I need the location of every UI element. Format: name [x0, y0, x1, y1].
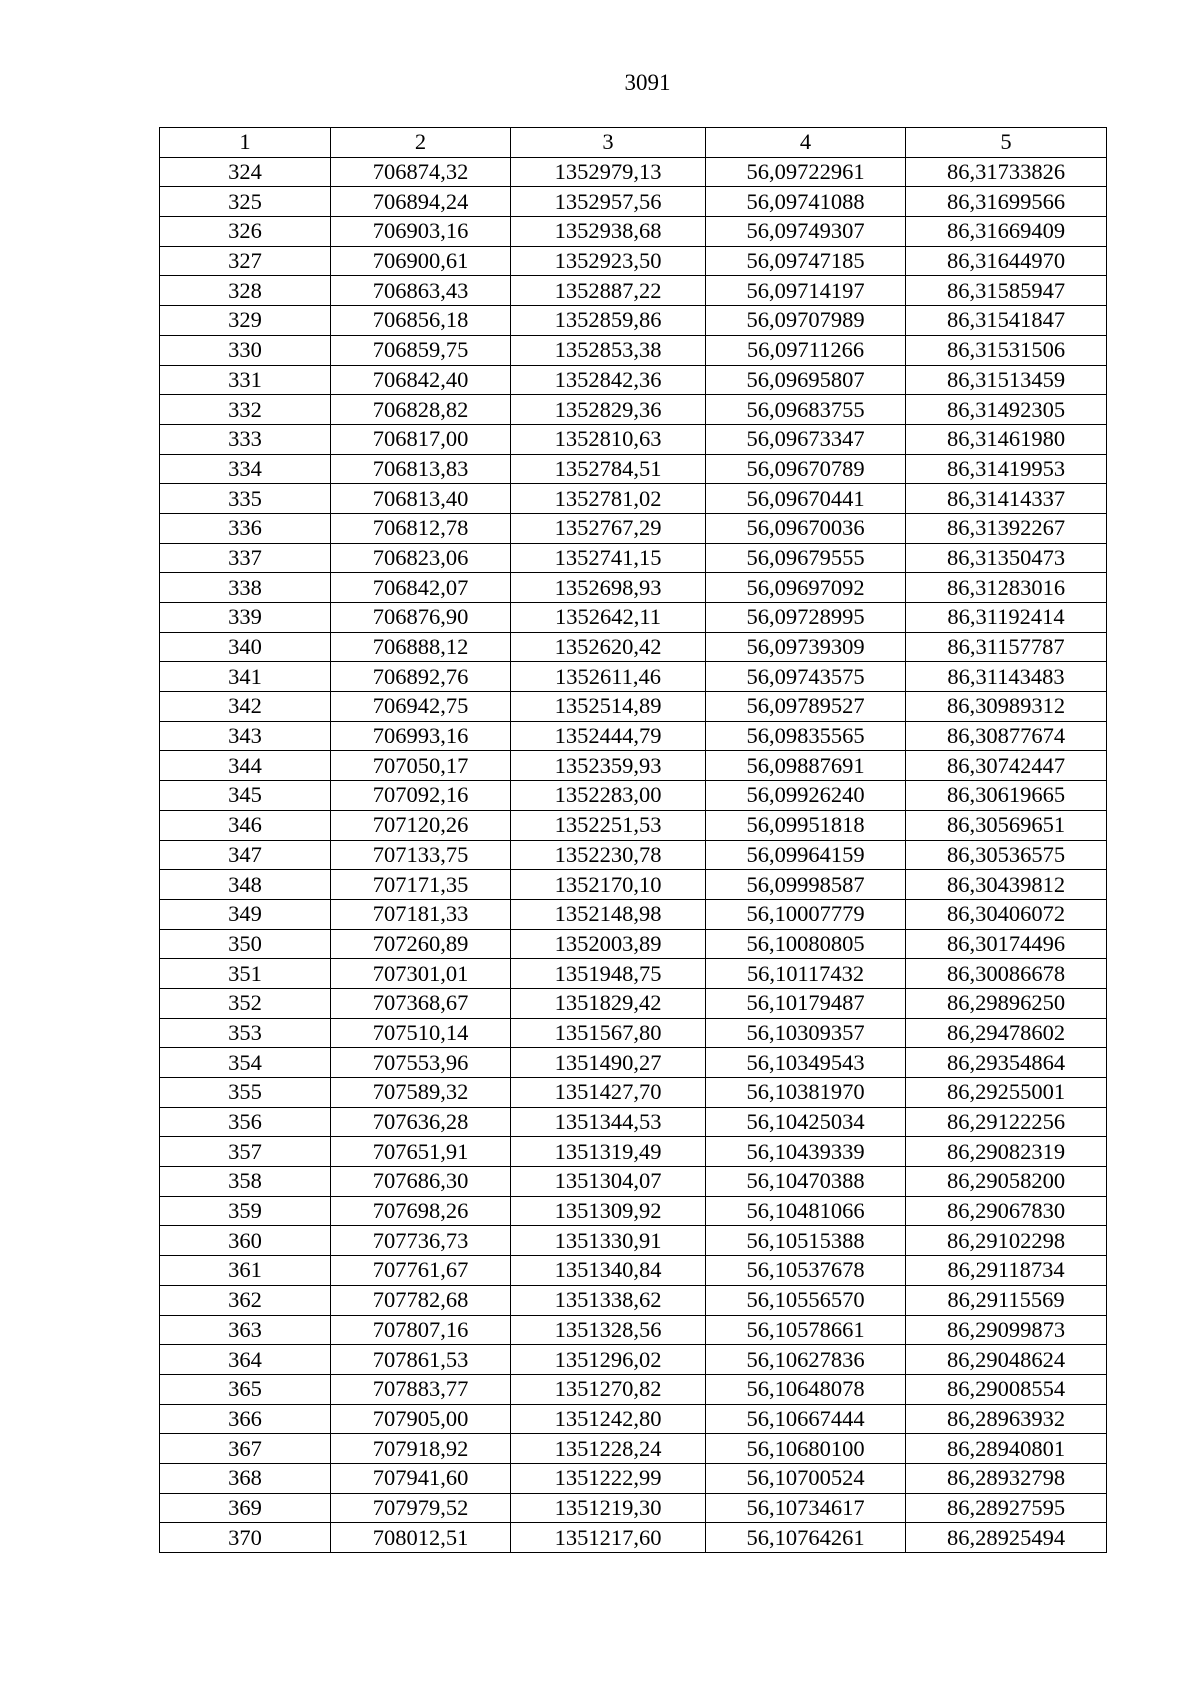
- latitude-cell: 56,09728995: [706, 603, 906, 633]
- y-coordinate-cell: 1351242,80: [511, 1404, 706, 1434]
- y-coordinate-cell: 1351344,53: [511, 1107, 706, 1137]
- y-coordinate-cell: 1352767,29: [511, 513, 706, 543]
- longitude-cell: 86,31531506: [906, 335, 1107, 365]
- x-coordinate-cell: 706874,32: [331, 157, 511, 187]
- point-number-cell: 341: [160, 662, 331, 692]
- latitude-cell: 56,10381970: [706, 1078, 906, 1108]
- latitude-cell: 56,10080805: [706, 929, 906, 959]
- y-coordinate-cell: 1352829,36: [511, 395, 706, 425]
- latitude-cell: 56,09711266: [706, 335, 906, 365]
- longitude-cell: 86,31492305: [906, 395, 1107, 425]
- longitude-cell: 86,28940801: [906, 1434, 1107, 1464]
- x-coordinate-cell: 706842,07: [331, 573, 511, 603]
- y-coordinate-cell: 1352611,46: [511, 662, 706, 692]
- latitude-cell: 56,09951818: [706, 810, 906, 840]
- y-coordinate-cell: 1352741,15: [511, 543, 706, 573]
- y-coordinate-cell: 1352784,51: [511, 454, 706, 484]
- y-coordinate-cell: 1352359,93: [511, 751, 706, 781]
- latitude-cell: 56,10481066: [706, 1196, 906, 1226]
- header-cell-col3: 3: [511, 128, 706, 158]
- longitude-cell: 86,29118734: [906, 1256, 1107, 1286]
- y-coordinate-cell: 1352842,36: [511, 365, 706, 395]
- table-row: [160, 395, 1107, 425]
- x-coordinate-cell: 706856,18: [331, 306, 511, 336]
- x-coordinate-cell: 707636,28: [331, 1107, 511, 1137]
- table-row: [160, 721, 1107, 751]
- longitude-cell: 86,31192414: [906, 603, 1107, 633]
- x-coordinate-cell: 707941,60: [331, 1463, 511, 1493]
- point-number-cell: 366: [160, 1404, 331, 1434]
- y-coordinate-cell: 1352957,56: [511, 187, 706, 217]
- latitude-cell: 56,09998587: [706, 870, 906, 900]
- x-coordinate-cell: 707905,00: [331, 1404, 511, 1434]
- header-cell-col2: 2: [331, 128, 511, 158]
- table-row: [160, 1167, 1107, 1197]
- longitude-cell: 86,30439812: [906, 870, 1107, 900]
- y-coordinate-cell: 1351304,07: [511, 1167, 706, 1197]
- latitude-cell: 56,10007779: [706, 899, 906, 929]
- longitude-cell: 86,30406072: [906, 899, 1107, 929]
- latitude-cell: 56,09926240: [706, 781, 906, 811]
- x-coordinate-cell: 706817,00: [331, 424, 511, 454]
- table-row: [160, 692, 1107, 722]
- latitude-cell: 56,09749307: [706, 217, 906, 247]
- y-coordinate-cell: 1351948,75: [511, 959, 706, 989]
- header-cell-col5: 5: [906, 128, 1107, 158]
- table-row: [160, 1345, 1107, 1375]
- table-row: [160, 246, 1107, 276]
- longitude-cell: 86,29115569: [906, 1285, 1107, 1315]
- y-coordinate-cell: 1352853,38: [511, 335, 706, 365]
- table-row: [160, 1285, 1107, 1315]
- longitude-cell: 86,29008554: [906, 1374, 1107, 1404]
- latitude-cell: 56,10764261: [706, 1523, 906, 1553]
- point-number-cell: 326: [160, 217, 331, 247]
- longitude-cell: 86,31733826: [906, 157, 1107, 187]
- x-coordinate-cell: 708012,51: [331, 1523, 511, 1553]
- point-number-cell: 355: [160, 1078, 331, 1108]
- y-coordinate-cell: 1352810,63: [511, 424, 706, 454]
- point-number-cell: 339: [160, 603, 331, 633]
- table-row: [160, 899, 1107, 929]
- point-number-cell: 351: [160, 959, 331, 989]
- page-number: 3091: [624, 70, 671, 95]
- y-coordinate-cell: 1352003,89: [511, 929, 706, 959]
- table-row: [160, 1018, 1107, 1048]
- header-cell-col1: 1: [160, 128, 331, 158]
- point-number-cell: 369: [160, 1493, 331, 1523]
- longitude-cell: 86,28963932: [906, 1404, 1107, 1434]
- table-row: [160, 662, 1107, 692]
- latitude-cell: 56,09722961: [706, 157, 906, 187]
- x-coordinate-cell: 706823,06: [331, 543, 511, 573]
- table-row: [160, 1256, 1107, 1286]
- y-coordinate-cell: 1352698,93: [511, 573, 706, 603]
- latitude-cell: 56,09679555: [706, 543, 906, 573]
- longitude-cell: 86,30619665: [906, 781, 1107, 811]
- longitude-cell: 86,30536575: [906, 840, 1107, 870]
- table-row: [160, 1078, 1107, 1108]
- point-number-cell: 347: [160, 840, 331, 870]
- y-coordinate-cell: 1351829,42: [511, 988, 706, 1018]
- y-coordinate-cell: 1351338,62: [511, 1285, 706, 1315]
- table-body: [160, 157, 1107, 1552]
- longitude-cell: 86,30877674: [906, 721, 1107, 751]
- latitude-cell: 56,10667444: [706, 1404, 906, 1434]
- longitude-cell: 86,31461980: [906, 424, 1107, 454]
- table-row: [160, 335, 1107, 365]
- longitude-cell: 86,31585947: [906, 276, 1107, 306]
- x-coordinate-cell: 706813,83: [331, 454, 511, 484]
- latitude-cell: 56,09707989: [706, 306, 906, 336]
- longitude-cell: 86,29354864: [906, 1048, 1107, 1078]
- longitude-cell: 86,29067830: [906, 1196, 1107, 1226]
- coordinates-table: [159, 127, 1107, 1553]
- point-number-cell: 358: [160, 1167, 331, 1197]
- y-coordinate-cell: 1351330,91: [511, 1226, 706, 1256]
- latitude-cell: 56,10680100: [706, 1434, 906, 1464]
- x-coordinate-cell: 707861,53: [331, 1345, 511, 1375]
- header-row: [160, 128, 1107, 158]
- latitude-cell: 56,10179487: [706, 988, 906, 1018]
- point-number-cell: 349: [160, 899, 331, 929]
- x-coordinate-cell: 707120,26: [331, 810, 511, 840]
- latitude-cell: 56,09835565: [706, 721, 906, 751]
- x-coordinate-cell: 706859,75: [331, 335, 511, 365]
- point-number-cell: 346: [160, 810, 331, 840]
- point-number-cell: 333: [160, 424, 331, 454]
- y-coordinate-cell: 1352923,50: [511, 246, 706, 276]
- table-row: [160, 929, 1107, 959]
- y-coordinate-cell: 1352283,00: [511, 781, 706, 811]
- header-cell-col4: 4: [706, 128, 906, 158]
- y-coordinate-cell: 1352781,02: [511, 484, 706, 514]
- y-coordinate-cell: 1352859,86: [511, 306, 706, 336]
- y-coordinate-cell: 1351219,30: [511, 1493, 706, 1523]
- table-row: [160, 840, 1107, 870]
- latitude-cell: 56,09670036: [706, 513, 906, 543]
- x-coordinate-cell: 706903,16: [331, 217, 511, 247]
- point-number-cell: 345: [160, 781, 331, 811]
- table-row: [160, 1523, 1107, 1553]
- y-coordinate-cell: 1351228,24: [511, 1434, 706, 1464]
- latitude-cell: 56,09741088: [706, 187, 906, 217]
- x-coordinate-cell: 707686,30: [331, 1167, 511, 1197]
- longitude-cell: 86,30086678: [906, 959, 1107, 989]
- point-number-cell: 325: [160, 187, 331, 217]
- x-coordinate-cell: 706894,24: [331, 187, 511, 217]
- point-number-cell: 338: [160, 573, 331, 603]
- x-coordinate-cell: 706993,16: [331, 721, 511, 751]
- x-coordinate-cell: 706828,82: [331, 395, 511, 425]
- point-number-cell: 367: [160, 1434, 331, 1464]
- latitude-cell: 56,10349543: [706, 1048, 906, 1078]
- longitude-cell: 86,31419953: [906, 454, 1107, 484]
- longitude-cell: 86,29122256: [906, 1107, 1107, 1137]
- latitude-cell: 56,09739309: [706, 632, 906, 662]
- x-coordinate-cell: 706900,61: [331, 246, 511, 276]
- point-number-cell: 328: [160, 276, 331, 306]
- point-number-cell: 340: [160, 632, 331, 662]
- point-number-cell: 353: [160, 1018, 331, 1048]
- table-row: [160, 276, 1107, 306]
- x-coordinate-cell: 707698,26: [331, 1196, 511, 1226]
- y-coordinate-cell: 1352230,78: [511, 840, 706, 870]
- x-coordinate-cell: 707807,16: [331, 1315, 511, 1345]
- table-row: [160, 573, 1107, 603]
- longitude-cell: 86,31644970: [906, 246, 1107, 276]
- table-row: [160, 1404, 1107, 1434]
- table-row: [160, 217, 1107, 247]
- x-coordinate-cell: 707651,91: [331, 1137, 511, 1167]
- y-coordinate-cell: 1351217,60: [511, 1523, 706, 1553]
- point-number-cell: 331: [160, 365, 331, 395]
- table-row: [160, 1374, 1107, 1404]
- point-number-cell: 342: [160, 692, 331, 722]
- table-header: [160, 128, 1107, 158]
- x-coordinate-cell: 707883,77: [331, 1374, 511, 1404]
- point-number-cell: 365: [160, 1374, 331, 1404]
- point-number-cell: 368: [160, 1463, 331, 1493]
- table-row: [160, 306, 1107, 336]
- x-coordinate-cell: 706812,78: [331, 513, 511, 543]
- x-coordinate-cell: 707092,16: [331, 781, 511, 811]
- point-number-cell: 327: [160, 246, 331, 276]
- point-number-cell: 363: [160, 1315, 331, 1345]
- longitude-cell: 86,30569651: [906, 810, 1107, 840]
- table-row: [160, 454, 1107, 484]
- latitude-cell: 56,10734617: [706, 1493, 906, 1523]
- point-number-cell: 330: [160, 335, 331, 365]
- latitude-cell: 56,09887691: [706, 751, 906, 781]
- table-row: [160, 1226, 1107, 1256]
- longitude-cell: 86,31143483: [906, 662, 1107, 692]
- y-coordinate-cell: 1352979,13: [511, 157, 706, 187]
- table-row: [160, 1107, 1107, 1137]
- y-coordinate-cell: 1351319,49: [511, 1137, 706, 1167]
- latitude-cell: 56,09789527: [706, 692, 906, 722]
- x-coordinate-cell: 706876,90: [331, 603, 511, 633]
- point-number-cell: 361: [160, 1256, 331, 1286]
- point-number-cell: 336: [160, 513, 331, 543]
- latitude-cell: 56,09964159: [706, 840, 906, 870]
- point-number-cell: 337: [160, 543, 331, 573]
- longitude-cell: 86,28925494: [906, 1523, 1107, 1553]
- latitude-cell: 56,09670789: [706, 454, 906, 484]
- y-coordinate-cell: 1352938,68: [511, 217, 706, 247]
- point-number-cell: 343: [160, 721, 331, 751]
- longitude-cell: 86,31513459: [906, 365, 1107, 395]
- x-coordinate-cell: 707133,75: [331, 840, 511, 870]
- latitude-cell: 56,10648078: [706, 1374, 906, 1404]
- y-coordinate-cell: 1352620,42: [511, 632, 706, 662]
- y-coordinate-cell: 1351427,70: [511, 1078, 706, 1108]
- latitude-cell: 56,10537678: [706, 1256, 906, 1286]
- latitude-cell: 56,09714197: [706, 276, 906, 306]
- table-row: [160, 1463, 1107, 1493]
- longitude-cell: 86,31699566: [906, 187, 1107, 217]
- x-coordinate-cell: 706863,43: [331, 276, 511, 306]
- x-coordinate-cell: 707918,92: [331, 1434, 511, 1464]
- latitude-cell: 56,09743575: [706, 662, 906, 692]
- y-coordinate-cell: 1352170,10: [511, 870, 706, 900]
- latitude-cell: 56,09697092: [706, 573, 906, 603]
- longitude-cell: 86,31157787: [906, 632, 1107, 662]
- table-row: [160, 1196, 1107, 1226]
- point-number-cell: 334: [160, 454, 331, 484]
- table-row: [160, 1137, 1107, 1167]
- table-row: [160, 1434, 1107, 1464]
- longitude-cell: 86,31392267: [906, 513, 1107, 543]
- longitude-cell: 86,29099873: [906, 1315, 1107, 1345]
- point-number-cell: 370: [160, 1523, 331, 1553]
- point-number-cell: 329: [160, 306, 331, 336]
- table-row: [160, 781, 1107, 811]
- latitude-cell: 56,10470388: [706, 1167, 906, 1197]
- longitude-cell: 86,29102298: [906, 1226, 1107, 1256]
- x-coordinate-cell: 707171,35: [331, 870, 511, 900]
- latitude-cell: 56,10515388: [706, 1226, 906, 1256]
- longitude-cell: 86,29058200: [906, 1167, 1107, 1197]
- x-coordinate-cell: 707589,32: [331, 1078, 511, 1108]
- longitude-cell: 86,28932798: [906, 1463, 1107, 1493]
- point-number-cell: 344: [160, 751, 331, 781]
- x-coordinate-cell: 707736,73: [331, 1226, 511, 1256]
- table-row: [160, 810, 1107, 840]
- point-number-cell: 350: [160, 929, 331, 959]
- point-number-cell: 357: [160, 1137, 331, 1167]
- longitude-cell: 86,30742447: [906, 751, 1107, 781]
- table-row: [160, 1048, 1107, 1078]
- latitude-cell: 56,10117432: [706, 959, 906, 989]
- longitude-cell: 86,30174496: [906, 929, 1107, 959]
- longitude-cell: 86,29478602: [906, 1018, 1107, 1048]
- table-row: [160, 603, 1107, 633]
- x-coordinate-cell: 707782,68: [331, 1285, 511, 1315]
- y-coordinate-cell: 1351340,84: [511, 1256, 706, 1286]
- longitude-cell: 86,28927595: [906, 1493, 1107, 1523]
- latitude-cell: 56,09747185: [706, 246, 906, 276]
- x-coordinate-cell: 707050,17: [331, 751, 511, 781]
- latitude-cell: 56,09695807: [706, 365, 906, 395]
- y-coordinate-cell: 1352251,53: [511, 810, 706, 840]
- x-coordinate-cell: 706813,40: [331, 484, 511, 514]
- x-coordinate-cell: 707301,01: [331, 959, 511, 989]
- y-coordinate-cell: 1352514,89: [511, 692, 706, 722]
- y-coordinate-cell: 1351270,82: [511, 1374, 706, 1404]
- latitude-cell: 56,10556570: [706, 1285, 906, 1315]
- point-number-cell: 364: [160, 1345, 331, 1375]
- latitude-cell: 56,10439339: [706, 1137, 906, 1167]
- y-coordinate-cell: 1352642,11: [511, 603, 706, 633]
- x-coordinate-cell: 706892,76: [331, 662, 511, 692]
- latitude-cell: 56,10425034: [706, 1107, 906, 1137]
- longitude-cell: 86,31414337: [906, 484, 1107, 514]
- y-coordinate-cell: 1352148,98: [511, 899, 706, 929]
- longitude-cell: 86,29082319: [906, 1137, 1107, 1167]
- table-row: [160, 365, 1107, 395]
- latitude-cell: 56,10578661: [706, 1315, 906, 1345]
- x-coordinate-cell: 707368,67: [331, 988, 511, 1018]
- y-coordinate-cell: 1351222,99: [511, 1463, 706, 1493]
- latitude-cell: 56,09673347: [706, 424, 906, 454]
- latitude-cell: 56,09670441: [706, 484, 906, 514]
- latitude-cell: 56,10309357: [706, 1018, 906, 1048]
- point-number-cell: 335: [160, 484, 331, 514]
- x-coordinate-cell: 707979,52: [331, 1493, 511, 1523]
- longitude-cell: 86,29896250: [906, 988, 1107, 1018]
- latitude-cell: 56,09683755: [706, 395, 906, 425]
- latitude-cell: 56,10627836: [706, 1345, 906, 1375]
- longitude-cell: 86,29048624: [906, 1345, 1107, 1375]
- longitude-cell: 86,31283016: [906, 573, 1107, 603]
- table-row: [160, 484, 1107, 514]
- y-coordinate-cell: 1352444,79: [511, 721, 706, 751]
- y-coordinate-cell: 1352887,22: [511, 276, 706, 306]
- x-coordinate-cell: 706888,12: [331, 632, 511, 662]
- longitude-cell: 86,29255001: [906, 1078, 1107, 1108]
- point-number-cell: 359: [160, 1196, 331, 1226]
- table-row: [160, 959, 1107, 989]
- longitude-cell: 86,31350473: [906, 543, 1107, 573]
- x-coordinate-cell: 707260,89: [331, 929, 511, 959]
- point-number-cell: 362: [160, 1285, 331, 1315]
- latitude-cell: 56,10700524: [706, 1463, 906, 1493]
- x-coordinate-cell: 706842,40: [331, 365, 511, 395]
- y-coordinate-cell: 1351296,02: [511, 1345, 706, 1375]
- y-coordinate-cell: 1351309,92: [511, 1196, 706, 1226]
- x-coordinate-cell: 707553,96: [331, 1048, 511, 1078]
- table-row: [160, 751, 1107, 781]
- y-coordinate-cell: 1351490,27: [511, 1048, 706, 1078]
- table-row: [160, 870, 1107, 900]
- point-number-cell: 324: [160, 157, 331, 187]
- longitude-cell: 86,31541847: [906, 306, 1107, 336]
- longitude-cell: 86,31669409: [906, 217, 1107, 247]
- table-row: [160, 424, 1107, 454]
- longitude-cell: 86,30989312: [906, 692, 1107, 722]
- point-number-cell: 352: [160, 988, 331, 1018]
- table-row: [160, 1493, 1107, 1523]
- y-coordinate-cell: 1351328,56: [511, 1315, 706, 1345]
- point-number-cell: 354: [160, 1048, 331, 1078]
- table-row: [160, 988, 1107, 1018]
- table-row: [160, 513, 1107, 543]
- x-coordinate-cell: 707181,33: [331, 899, 511, 929]
- table-row: [160, 157, 1107, 187]
- point-number-cell: 356: [160, 1107, 331, 1137]
- table-row: [160, 187, 1107, 217]
- x-coordinate-cell: 707510,14: [331, 1018, 511, 1048]
- point-number-cell: 360: [160, 1226, 331, 1256]
- table-row: [160, 632, 1107, 662]
- table-row: [160, 1315, 1107, 1345]
- table-row: [160, 543, 1107, 573]
- point-number-cell: 332: [160, 395, 331, 425]
- x-coordinate-cell: 706942,75: [331, 692, 511, 722]
- y-coordinate-cell: 1351567,80: [511, 1018, 706, 1048]
- point-number-cell: 348: [160, 870, 331, 900]
- x-coordinate-cell: 707761,67: [331, 1256, 511, 1286]
